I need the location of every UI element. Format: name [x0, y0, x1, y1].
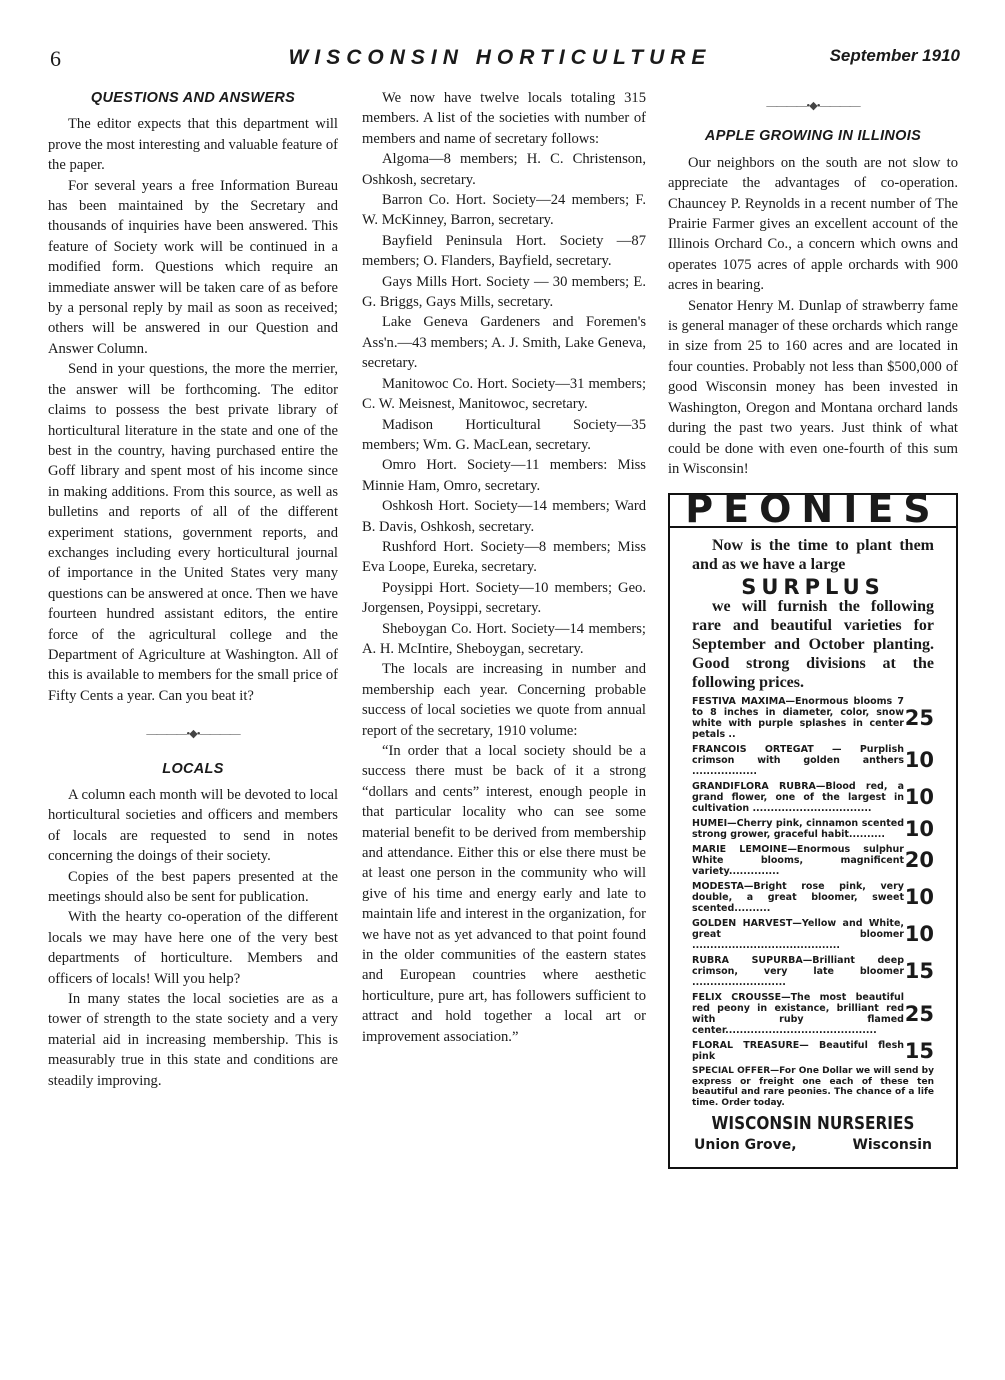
society-entry: Bayfield Peninsula Hort. Society —87 members; O. Flanders, Bayfield, secretary.: [362, 232, 646, 270]
ad-item: [692, 696, 934, 740]
locals-paragraph: A column each month will be devoted to local horticultural societies and officers and members of locals are requested to send in notes concerning the doings of their society.: [48, 787, 338, 865]
society-entry: Manitowoc Co. Hort. Society—31 members; C. W. Meisnest, Manitowoc, secretary.: [362, 375, 646, 413]
issue-date: September 1910: [829, 46, 960, 65]
ad-item: [692, 918, 934, 951]
ad-item: [692, 844, 934, 877]
apple-paragraph: Our neighbors on the south are not slow to appreciate the advantages of co-operation. Chauncey P. Reynolds in a recent number of The Prairie Farmer gives an excellent account of the Illinois Orchard Co., a concern which owns and operates 1075 acres of apple orchards with 900 acres in bearing.: [668, 154, 958, 294]
ad-item-desc: GOLDEN HARVEST—Yellow and White, great bloomer .........................................: [692, 918, 904, 952]
ad-item: [692, 744, 934, 777]
locals-heading: LOCALS: [162, 760, 224, 777]
ad-item-price: 25: [904, 1001, 934, 1026]
society-entry: Algoma—8 members; H. C. Christenson, Oshkosh, secretary.: [362, 151, 646, 188]
ad-intro-2: we will furnish the following rare and beautiful varieties for September and October planting. Good strong divisions at the following prices.: [692, 598, 934, 692]
ad-item-price: 25: [904, 705, 934, 730]
ad-item-desc: MARIE LEMOINE—Enormous sulphur White blooms, magnificent variety..............: [692, 844, 904, 878]
ad-item-price: 10: [904, 922, 934, 947]
qa-paragraph: Send in your questions, the more the merrier, the answer will be forthcoming. The editor claims to possess the best private library of horticultural literature in the state and one of the best in the country, having purchased entire the Goff library and spent most of his income since in making additions. From this source, as well as bulletins and reports of all of the different experiment stations, government reports, and exchanges including every horticultural journal of importance in the United States very many questions can be answered at once. Then we have fourteen hundred assistant editors, the entire force of the agricultural college and the Department of Agriculture at Washington. All of this is available to members for the small price of Fifty Cents a year. Can you beat it?: [48, 361, 338, 704]
society-entry: Poysippi Hort. Society—10 members; Geo. Jorgensen, Poysippi, secretary.: [362, 579, 646, 617]
society-entry: Omro Hort. Society—11 members: Miss Minnie Ham, Omro, secretary.: [362, 457, 646, 494]
ad-location: [692, 1135, 934, 1155]
locals-paragraph: Copies of the best papers presented at the meetings should also be sent for publication.: [48, 868, 338, 906]
ad-surplus: SURPLUS: [741, 574, 885, 599]
ad-item: [692, 992, 934, 1036]
qa-paragraph: For several years a free Information Bureau has been maintained by the Secretary and thousands of inquiries have been answered. This feature of Society work will be continued in a modified form. Questions which require an immediate answer will be taken care of as before by a personal reply by mail as soon as received; others will be answered in our Question and Answer Column.: [48, 177, 338, 357]
ad-item-desc: MODESTA—Bright rose pink, very double, a great bloomer, sweet scented..........: [692, 881, 904, 915]
page-number: 6: [50, 46, 61, 71]
qa-heading: QUESTIONS AND ANSWERS: [90, 90, 296, 106]
ad-title: PEONIES: [670, 495, 956, 527]
ad-item: [692, 1040, 934, 1062]
ad-item: [692, 955, 934, 988]
locals-paragraph: The locals are increasing in number and membership each year. Concerning probable success of local societies we quote from annual report of the secretary, 1910 volume:: [362, 661, 646, 739]
ad-item-price: 10: [904, 885, 934, 910]
ad-item-desc: FRANCOIS ORTEGAT — Purplish crimson with golden anthers ..................: [692, 744, 904, 778]
society-entry: Gays Mills Hort. Society — 30 members; E. G. Briggs, Gays Mills, secretary.: [362, 273, 646, 311]
ad-item-desc: GRANDIFLORA RUBRA—Blood red, a grand flower, one of the largest in cultivation .................................: [692, 781, 904, 815]
society-entry: Barron Co. Hort. Society—24 members; F. W. McKinney, Barron, secretary.: [362, 192, 646, 229]
apple-heading: APPLE GROWING IN ILLINOIS: [704, 128, 922, 145]
apple-paragraph: Senator Henry M. Dunlap of strawberry fame is general manager of these orchards which range in size from 25 to 160 acres and are located in four counties. Probably not less than $500,000 of good Wisconsin money has been invested in Washington, Oregon and Montana orchard lands during the past two years. Just think of what could be done with even one-fourth of this sum in Wisconsin!: [668, 297, 958, 477]
ad-item-desc: FESTIVA MAXIMA—Enormous blooms 7 to 8 inches in diameter, color, snow white with purple splashes in center petals ..: [692, 696, 904, 741]
society-entry: Oshkosh Hort. Society—14 members; Ward B. Davis, Oshkosh, secretary.: [362, 498, 646, 535]
peonies-advertisement: [668, 487, 958, 1169]
ad-intro: Now is the time to plant them and as we have a large: [692, 536, 934, 573]
locals-paragraph: With the hearty co-operation of the different locals we may have here one of the very best departments of horticulture. Members and officers of locals! Will you help?: [48, 909, 338, 987]
ad-item-price: 10: [904, 816, 934, 841]
column-1: [48, 88, 338, 1091]
section-divider-ornament: ————•◆•————: [766, 100, 860, 112]
society-entry: Madison Horticultural Society—35 members; Wm. G. MacLean, secretary.: [362, 416, 646, 453]
ad-item-desc: FLORAL TREASURE— Beautiful flesh pink: [692, 1040, 904, 1063]
locals-paragraph: In many states the local societies are as a tower of strength to the state society and a very material aid in increasing membership. This is measurably true in this state and conditions are steadily improving.: [48, 991, 338, 1089]
ad-item-price: 15: [904, 959, 934, 984]
ad-item: [692, 881, 934, 914]
ad-state: Wisconsin: [852, 1136, 932, 1153]
ad-town: Union Grove,: [694, 1136, 797, 1153]
ad-item-price: 10: [904, 785, 934, 810]
society-entry: Sheboygan Co. Hort. Society—14 members; A. H. McIntire, Sheboygan, secretary.: [362, 620, 646, 657]
ad-item-price: 20: [904, 848, 934, 873]
society-entry: Lake Geneva Gardeners and Foremen's Ass'n.—43 members; A. J. Smith, Lake Geneva, secretary.: [362, 314, 646, 372]
ad-special-offer: SPECIAL OFFER—For One Dollar we will send by express or freight one each of these ten beautiful and rare peonies. The chance of a life time. Order today.: [692, 1066, 934, 1108]
qa-paragraph: The editor expects that this department will prove the most interesting and valuable feature of the paper.: [48, 116, 338, 174]
column-2: [362, 88, 646, 1047]
column-3: [668, 88, 958, 1169]
locals-paragraph: We now have twelve locals totaling 315 members. A list of the societies with number of members and name of secretary follows:: [362, 90, 646, 147]
society-entry: Rushford Hort. Society—8 members; Miss Eva Loope, Eureka, secretary.: [362, 538, 646, 576]
ad-item-price: 10: [904, 748, 934, 773]
ad-item: [692, 818, 934, 840]
ad-item-price: 15: [904, 1038, 934, 1063]
locals-quote: “In order that a local society should be a success there must be back of it a strong “dollars and cents” interest, enough people in that particular locality who can see some material benefit to be derived from membership and attendance. Either this or else there must be at least one person in the community who will give of his time and energy early and late to maintain life and interest in the organization, for we have not as yet advanced to that point found in the older communities of the eastern states and European countries where aesthetic horticulture, pure art, has followers sufficient to attract and hold together a local art or improvement association.”: [362, 743, 646, 1045]
ad-company-name: WISCONSIN NURSERIES: [711, 1113, 915, 1135]
section-divider-ornament: ————•◆•————: [146, 728, 240, 741]
ad-item: [692, 781, 934, 814]
page-header: [40, 46, 960, 80]
ad-item-desc: HUMEI—Cherry pink, cinnamon scented strong grower, graceful habit..........: [692, 818, 904, 841]
journal-title: WISCONSIN HORTICULTURE: [288, 46, 712, 69]
ad-item-desc: FELIX CROUSSE—The most beautiful red peony in existance, brilliant red with ruby flamed center..........................................: [692, 992, 904, 1037]
ad-item-desc: RUBRA SUPURBA—Brilliant deep crimson, very late bloomer ..........................: [692, 955, 904, 989]
